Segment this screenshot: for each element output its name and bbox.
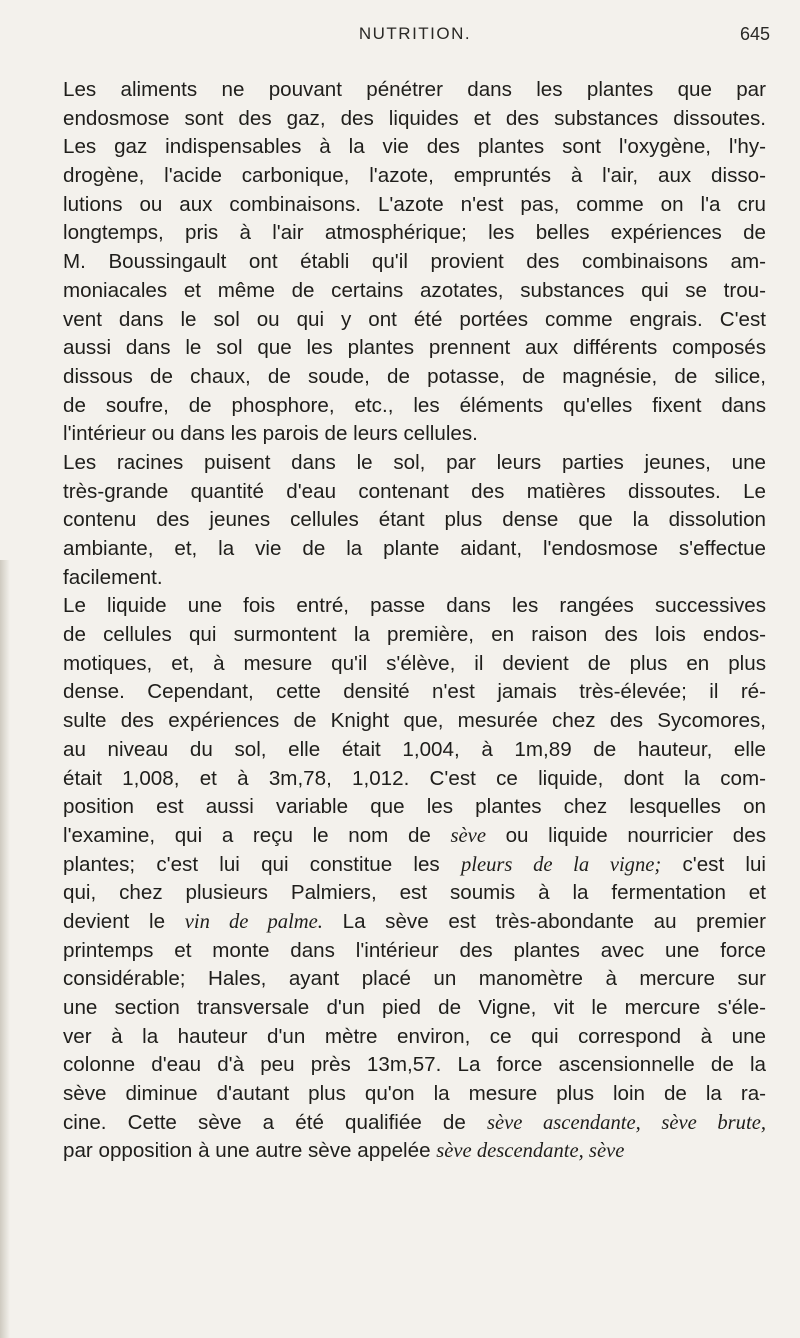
binding-shadow — [0, 560, 10, 1338]
text-line: devient le vin de palme. La sève est très-abondante au premier — [63, 909, 766, 933]
body-text — [63, 76, 766, 1166]
text-line: drogène, l'acide carbonique, l'azote, empruntés à l'air, aux disso- — [63, 164, 766, 188]
page-number: 645 — [739, 24, 770, 44]
text-line: aussi dans le sol que les plantes prennent aux différents composés — [63, 336, 766, 360]
text-line: au niveau du sol, elle était 1,004, à 1m,89 de hauteur, elle — [63, 737, 766, 761]
text-line: colonne d'eau d'à peu près 13m,57. La force ascensionnelle de la — [63, 1053, 766, 1077]
text-line: M. Boussingault ont établi qu'il provient des combinaisons am- — [63, 250, 766, 274]
text-line: vent dans le sol ou qui y ont été portées comme engrais. C'est — [63, 307, 766, 331]
paragraph — [63, 76, 766, 449]
text-line: qui, chez plusieurs Palmiers, est soumis à la fermentation et — [63, 881, 766, 905]
text-line: facilement. — [63, 565, 163, 589]
text-line: Les gaz indispensables à la vie des plantes sont l'oxygène, l'hy- — [63, 135, 766, 159]
text-line: longtemps, pris à l'air atmosphérique; les belles expériences de — [63, 221, 766, 245]
text-line: endosmose sont des gaz, des liquides et des substances dissoutes. — [63, 106, 766, 130]
text-line: dissous de chaux, de soude, de potasse, de magnésie, de silice, — [63, 364, 766, 388]
text-line: une section transversale d'un pied de Vigne, vit le mercure s'éle- — [63, 996, 766, 1019]
text-line: dense. Cependant, cette densité n'est jamais très-élevée; il ré- — [63, 680, 766, 704]
text-line: très-grande quantité d'eau contenant des matières dissoutes. Le — [63, 479, 766, 503]
text-line: lutions ou aux combinaisons. L'azote n'est pas, comme on l'a cru — [63, 192, 766, 216]
text-line: Les aliments ne pouvant pénétrer dans les plantes que par — [63, 78, 766, 101]
text-line: était 1,008, et à 3m,78, 1,012. C'est ce liquide, dont la com- — [63, 766, 766, 790]
text-line: ver à la hauteur d'un mètre environ, ce qui correspond à une — [63, 1024, 766, 1048]
text-line: cine. Cette sève a été qualifiée de sève ascendante, sève brute, — [63, 1110, 766, 1134]
text-line: moniacales et même de certains azotates, substances qui se trou- — [63, 278, 766, 302]
page-header — [60, 24, 770, 54]
running-head: NUTRITION. — [358, 24, 472, 43]
text-line: motiques, et, à mesure qu'il s'élève, il devient de plus en plus — [63, 651, 766, 675]
text-line: ambiante, et, la vie de la plante aidant, l'endosmose s'effectue — [63, 537, 766, 560]
text-line: position est aussi variable que les plantes chez lesquelles on — [63, 795, 766, 819]
text-line: Le liquide une fois entré, passe dans les rangées successives — [63, 594, 766, 618]
text-line: Les racines puisent dans le sol, par leurs parties jeunes, une — [63, 450, 766, 474]
text-line: printemps et monte dans l'intérieur des plantes avec une force — [63, 938, 766, 962]
text-line: sulte des expériences de Knight que, mesurée chez des Sycomores, — [63, 709, 766, 733]
text-line: par opposition à une autre sève appelée sève descendante, sève — [63, 1139, 625, 1163]
text-line: de cellules qui surmontent la première, en raison des lois endos- — [63, 623, 766, 647]
text-line: plantes; c'est lui qui constitue les pleurs de la vigne; c'est lui — [63, 852, 767, 876]
text-line: considérable; Hales, ayant placé un manomètre à mercure sur — [63, 967, 766, 991]
paragraph — [63, 592, 766, 1166]
text-line: de soufre, de phosphore, etc., les éléments qu'elles fixent dans — [63, 393, 766, 417]
text-line: l'intérieur ou dans les parois de leurs cellules. — [63, 422, 478, 446]
text-line: contenu des jeunes cellules étant plus dense que la dissolution — [63, 508, 766, 532]
paragraph — [63, 449, 766, 592]
text-line: sève diminue d'autant plus qu'on la mesure plus loin de la ra- — [63, 1082, 766, 1106]
text-line: l'examine, qui a reçu le nom de sève ou liquide nourricier des — [63, 823, 766, 847]
